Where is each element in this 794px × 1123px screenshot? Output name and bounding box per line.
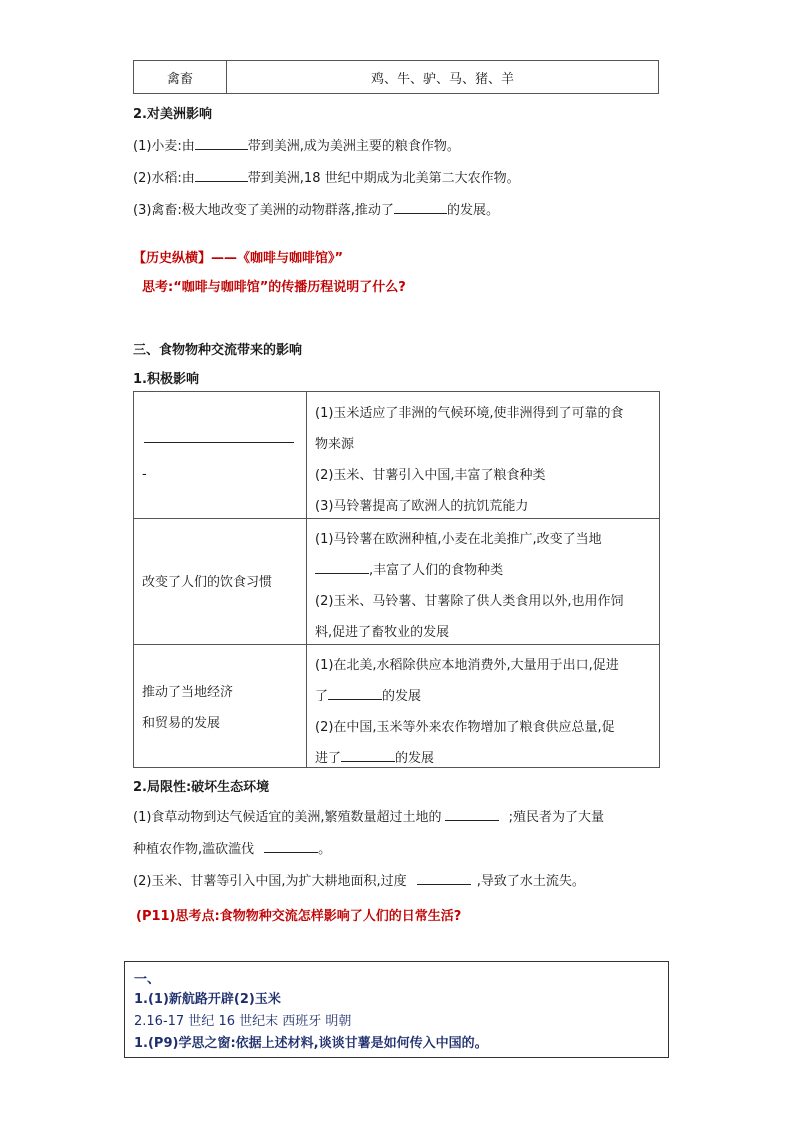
- history-question: 思考:“咖啡与咖啡馆”的传播历程说明了什么?: [142, 280, 406, 295]
- row3-category-line1: 推动了当地经济: [142, 685, 234, 700]
- blank-row2-diet[interactable]: [315, 559, 369, 574]
- limit-heading: 2.局限性:破坏生态环境: [133, 780, 270, 795]
- livestock-table: [133, 60, 659, 94]
- livestock-label: 禽畜: [134, 61, 227, 93]
- blank-livestock[interactable]: [394, 199, 447, 214]
- america-item-rice: (2)水稻:由 带到美洲,18 世纪中期成为北美第二大农作物。: [133, 167, 520, 186]
- blank-limit-deforest[interactable]: [264, 838, 318, 853]
- answer-box: [124, 961, 669, 1058]
- blank-row1-category[interactable]: [144, 428, 294, 443]
- blank-row3-export[interactable]: [328, 685, 382, 700]
- limit-p2: (2)玉米、甘薯等引入中国,为扩大耕地面积,过度 ,导致了水土流失。: [133, 870, 585, 889]
- history-title: 【历史纵横】——《咖啡与咖啡馆》”: [133, 251, 344, 266]
- america-item-livestock: (3)禽畜:极大地改变了美洲的动物群落,推动了 的发展。: [133, 199, 499, 218]
- limit-p1-line2: 种植农作物,滥砍滥伐 。: [133, 838, 331, 857]
- blank-row3-grain[interactable]: [341, 747, 395, 762]
- america-heading: 2.对美洲影响: [133, 107, 212, 122]
- section3-heading: 三、食物物种交流带来的影响: [133, 343, 303, 358]
- answer-line3: 2.16-17 世纪 16 世纪末 西班牙 明朝: [134, 1014, 352, 1029]
- blank-rice[interactable]: [195, 167, 248, 182]
- limit-p1-line1: (1)食草动物到达气候适宜的美洲,繁殖数量超过土地的 ;殖民者为了大量: [133, 806, 604, 825]
- table-row: - (1)玉米适应了非洲的气候环境,使非洲得到了可靠的食 物来源 (2)玉米、甘薯引入中国,丰富了粮食种类 (3)马铃薯提高了欧洲人的抗饥荒能力: [134, 392, 659, 519]
- row1-dash: -: [142, 467, 147, 482]
- think-point: (P11)思考点:食物物种交流怎样影响了人们的日常生活?: [136, 909, 462, 924]
- positive-impact-heading: 1.积极影响: [133, 372, 199, 387]
- row2-category: 改变了人们的饮食习惯: [142, 575, 273, 590]
- table-row: 推动了当地经济 和贸易的发展 (1)在北美,水稻除供应本地消费外,大量用于出口,促进 了 的发展 (2)在中国,玉米等外来农作物增加了粮食供应总量,促 进了 的发展: [134, 644, 659, 767]
- answer-line2: 1.(1)新航路开辟(2)玉米: [134, 992, 281, 1007]
- blank-limit-overuse[interactable]: [417, 870, 471, 885]
- livestock-list: 鸡、牛、驴、马、猪、羊: [370, 71, 514, 87]
- row3-category-line2: 和贸易的发展: [142, 716, 221, 731]
- answer-line4: 1.(P9)学思之窗:依据上述材料,谈谈甘薯是如何传入中国的。: [134, 1036, 488, 1051]
- america-item-wheat: (1)小麦:由 带到美洲,成为美洲主要的粮食作物。: [133, 135, 460, 154]
- blank-wheat[interactable]: [195, 135, 248, 150]
- impact-table: [133, 391, 660, 768]
- blank-limit-capacity[interactable]: [445, 806, 499, 821]
- table-row: 改变了人们的饮食习惯 (1)马铃薯在欧洲种植,小麦在北美推广,改变了当地 ,丰富了人们的食物种类 (2)玉米、马铃薯、甘薯除了供人类食用以外,也用作饲 料,促进了畜牧业的发展: [134, 518, 659, 645]
- answer-line1: 一、: [134, 972, 161, 987]
